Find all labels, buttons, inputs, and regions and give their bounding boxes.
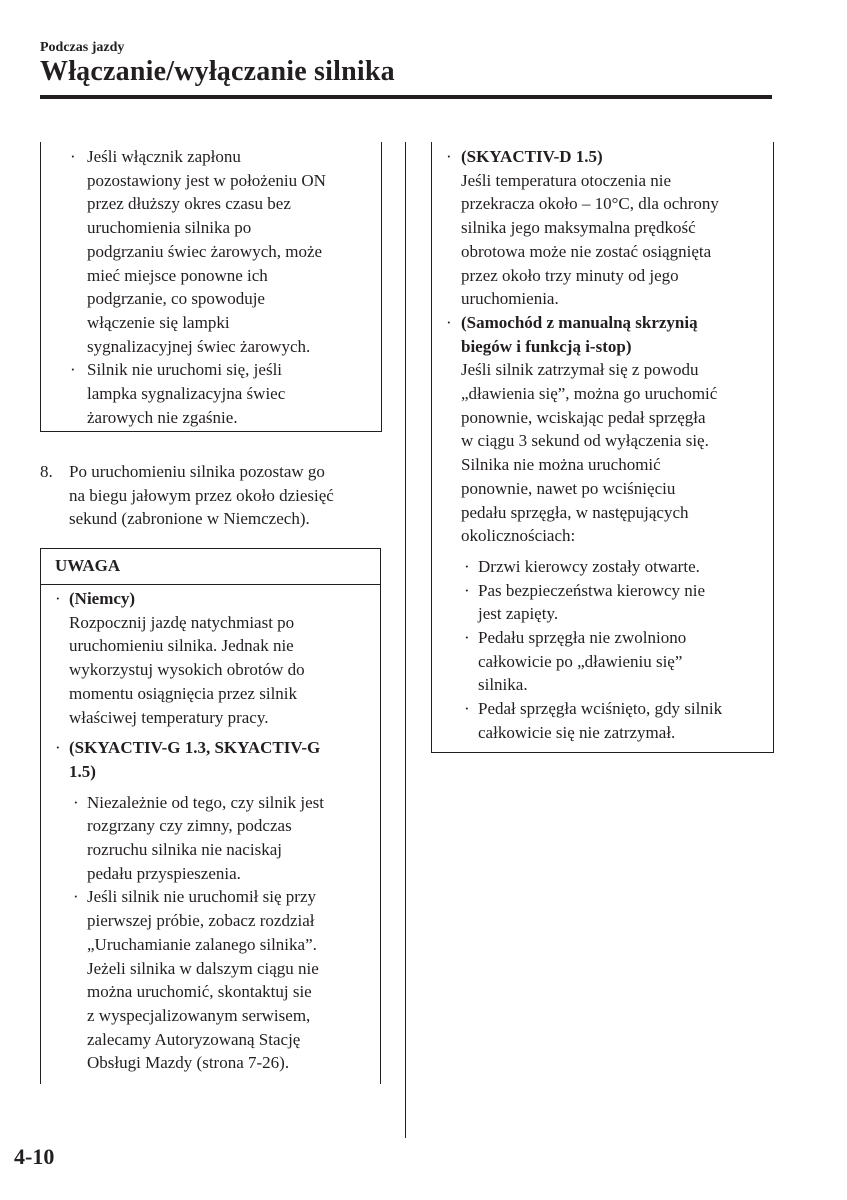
continued-caution-box <box>40 142 382 432</box>
caution-item-skyactiv-d: · (SKYACTIV-D 1.5) Jeśli temperatura otoczenia nie przekracza około – 10°C, dla ochrony silnika jego maksymalna prędkość obrotowa może nie zostać osiągnięta przez około trzy minuty od jego uruchomienia. <box>446 147 719 309</box>
right-caution-box <box>431 142 774 753</box>
bullet-marker: · <box>55 589 61 608</box>
bullet-marker: · <box>464 556 470 576</box>
caution-box <box>40 548 381 1084</box>
step-8: 8. Po uruchomieniu silnika pozostaw go na biegu jałowym przez około dziesięć sekund (zabronione w Niemczech). <box>40 462 334 529</box>
list-item: · Pas bezpieczeństwa kierowcy nie jest zapięty. <box>464 580 706 624</box>
bullet-marker: · <box>73 792 79 812</box>
list-item: · Jeśli silnik nie uruchomił się przy pierwszej próbie, zobacz rozdział „Uruchamianie zalanego silnika”. Jeżeli silnika w dalszym ciągu nie można uruchomić, skontaktuj sie z wyspecjalizowanym serwisem, zalecamy Autoryzowaną Stację Obsługi Mazdy (strona 7-26). <box>73 887 319 1073</box>
caution-header <box>40 548 381 585</box>
column-divider <box>405 142 406 1138</box>
caution-item-germany: · (Niemcy) Rozpocznij jazdę natychmiast po uruchomieniu silnika. Jednak nie wykorzystuj wysokich obrotów do momentu osiągnięcia przez silnik właściwej temperatury pracy. <box>55 589 305 727</box>
list-item: · Drzwi kierowcy zostały otwarte. <box>464 555 768 579</box>
bullet-marker: · <box>446 312 452 332</box>
bullet-marker: · <box>464 628 470 648</box>
bullet-marker: · <box>73 887 79 907</box>
title-rule <box>40 95 772 99</box>
step-number: 8. <box>40 462 53 481</box>
list-item: · Jeśli włącznik zapłonu pozostawiony jest w położeniu ON przez dłuższy okres czasu bez uruchomienia silnika po podgrzaniu świec żarowych, może mieć miejsce ponowne ich podgrzanie, co spowoduje włączenie się lampki sygnalizacyjnej świec żarowych. <box>70 147 326 356</box>
bullet-marker: · <box>464 699 470 719</box>
bullet-marker: · <box>70 147 76 166</box>
caution-item-i-stop: · (Samochód z manualną skrzynią biegów i funkcją i-stop) Jeśli silnik zatrzymał się z powodu „dławienia się”, można go uruchomić ponownie, wciskając pedał sprzęgła w ciągu 3 sekund od wyłączenia się. Silnika nie można uruchomić ponownie, nawet po wciśnięciu pedału sprzęgła, w następujących okolicznościach: · Drzwi kierowcy zostały otwarte. · Pas bezpieczeństwa kierowcy nie jest zapięty. · Pedału sprzęgła nie zwolniono całkowicie po „dławieniu się” silnika. · Pedał sprzęgła wciśnięto, gdy silnik całkowicie się nie zatrzymał. <box>446 311 768 745</box>
caution-heading: UWAGA <box>55 556 121 575</box>
bullet-marker: · <box>464 580 470 600</box>
list-item: · Niezależnie od tego, czy silnik jest rozgrzany czy zimny, podczas rozruchu silnika nie naciskaj pedału przyspieszenia. <box>73 792 324 883</box>
caution-body <box>40 584 381 1084</box>
bullet-marker: · <box>446 147 452 166</box>
caution-item-skyactiv-g: · (SKYACTIV-G 1.3, SKYACTIV-G 1.5) · Niezależnie od tego, czy silnik jest rozgrzany czy zimny, podczas rozruchu silnika nie naciskaj pedału przyspieszenia. · Jeśli silnik nie uruchomił się przy pierwszej próbie, zobacz rozdział „Uruchamianie zalanego silnika”. Jeżeli silnika w dalszym ciągu nie można uruchomić, skontaktuj sie z wyspecjalizowanym serwisem, zalecamy Autoryzowaną Stację Obsługi Mazdy (strona 7-26). <box>55 736 375 1075</box>
bullet-marker: · <box>55 738 61 758</box>
list-item: · Pedał sprzęgła wciśnięto, gdy silnik całkowicie się nie zatrzymał. <box>464 699 723 742</box>
list-item: · Pedału sprzęgła nie zwolniono całkowicie po „dławieniu się” silnika. <box>464 628 687 695</box>
page-number: 4-10 <box>14 1144 55 1169</box>
list-item: · Silnik nie uruchomi się, jeśli lampka sygnalizacyjna świec żarowych nie zgaśnie. <box>70 360 286 427</box>
bullet-marker: · <box>70 360 76 380</box>
page-title: Włączanie/wyłączanie silnika <box>40 56 395 87</box>
section-label: Podczas jazdy <box>40 40 125 55</box>
